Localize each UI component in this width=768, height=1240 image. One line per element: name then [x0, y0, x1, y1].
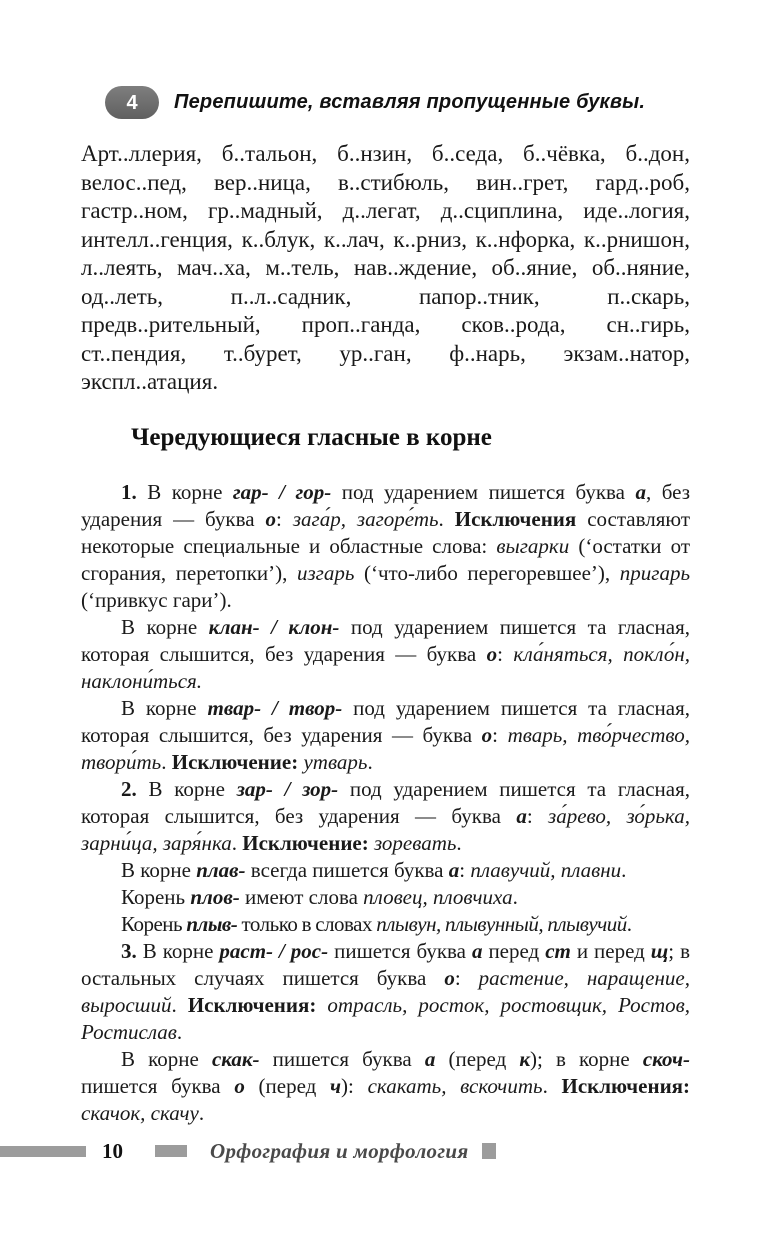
rule-paragraph-zar-zor: 2. В корне зар- / зор- под ударением пишется та гласная, которая слышится, без ударения — буква а: за́рево, зо́рька, зарни́ца, заря́нка. Исключение: зоревать. — [81, 776, 690, 855]
exercise-header — [105, 86, 690, 119]
word-list: Арт..ллерия, б..тальон, б..нзин, б..седа, б..чёвка, б..дон, велос..пед, вер..ница, в..стибюль, вин..грет, гард..роб, гастр..ном, гр..мадный, д..легат, д..сциплина, иде..логия, интелл..генция, к..блук, к..лач, к..рниз, к..нфорка, к..рнишон, л..леять, мач..ха, м..тель, нав..ждение, об..яние, об..няние, од..леть, п..л..садник, папор..тник, п..скарь, предв..рительный, проп..ганда, сков..рода, сн..гирь, ст..пендия, т..бурет, ур..ган, ф..нарь, экзам..натор, экспл..атация. — [81, 141, 690, 394]
rule-paragraph-plyv: Корень плыв- только в словах плывун, плывунный, плывучий. — [121, 911, 632, 936]
page-number: 10 — [102, 1138, 123, 1163]
exercise-number: 4 — [126, 91, 138, 114]
exercise-title: Перепишите, вставляя пропущенные буквы. — [174, 91, 646, 113]
footer-end-square — [482, 1143, 496, 1159]
page-content — [81, 86, 690, 1127]
section-title: Чередующиеся гласные в корне — [131, 423, 492, 451]
rules-block — [81, 479, 690, 1127]
exercise-number-badge — [105, 86, 159, 119]
footer-section-title: Орфография и морфология — [210, 1138, 469, 1163]
rule-paragraph-klan-klon: В корне клан- / клон- под ударением пишется та гласная, которая слышится, без ударения — буква о: кла́няться, покло́н, наклони́ться. — [81, 614, 690, 693]
rule-paragraph-tvar-tvor: В корне твар- / твор- под ударением пишется та гласная, которая слышится, без ударения — буква о: тварь, тво́рчество, твори́ть. Исключение: утварь. — [81, 695, 690, 774]
rule-paragraph-skak-skoch: В корне скак- пишется буква а (перед к); в корне скоч- пишется буква о (перед ч): скакать, вскочить. Исключения: скачок, скачу. — [81, 1046, 691, 1125]
rule-paragraph-plov: Корень плов- имеют слова пловец, пловчиха. — [121, 884, 518, 909]
page-footer — [0, 1139, 768, 1163]
rule-paragraph-plav: В корне плав- всегда пишется буква а: плавучий, плавни. — [121, 857, 627, 882]
footer-mid-bar — [155, 1145, 187, 1157]
rule-paragraph-gar-gor: 1. В корне гар- / гор- под ударением пишется буква а, без ударения — буква о: зага́р, загоре́ть. Исключения составляют некоторые специальные и областные слова: выгарки (‘остатки от сгорания, перетопки’), изгарь (‘что-либо перегоревшее’), пригарь (‘привкус гари’). — [81, 479, 691, 612]
rule-paragraph-rast-ros: 3. В корне раст- / рос- пишется буква а перед ст и перед щ; в остальных случаях пишется буква о: растение, наращение, выросший. Исключения: отрасль, росток, ростовщик, Ростов, Ростислав. — [81, 938, 691, 1044]
footer-left-bar — [0, 1146, 86, 1157]
